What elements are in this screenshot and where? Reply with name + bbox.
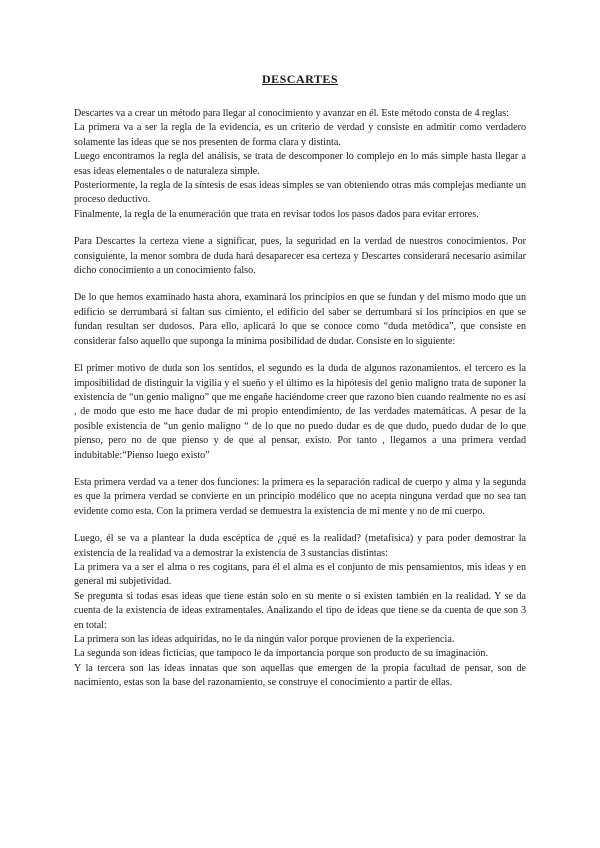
text-section	[74, 291, 526, 349]
paragraph: Posteriormente, la regla de la síntesis de esas ideas simples se van obteniendo otras más complejas mediante un proceso deductivo.	[74, 180, 526, 206]
paragraph: Se pregunta si todas esas ideas que tiene están solo en su mente o si existen también en la realidad. Y se da cuenta de la existencia de ideas extramentales. Analizando el tipo de ideas que tiene se da cuenta de que son 3 en total:	[74, 590, 526, 631]
paragraph: La primera va a ser el alma o res cogitans, para él el alma es el conjunto de mis pensamientos, mis ideas y en general mi subjetividad.	[74, 561, 526, 588]
text-section	[74, 362, 526, 463]
paragraph: Luego, él se va a plantear la duda escéptica de ¿qué es la realidad? (metafísica) y para poder demostrar la existencia de la realidad va a demostrar la existencia de 3 sustancias distintas:	[74, 533, 526, 559]
paragraph: Para Descartes la certeza viene a significar, pues, la seguridad en la verdad de nuestros conocimientos. Por consiguiente, la menor sombra de duda hará desaparecer esa certeza y Descartes considerará necesario asimilar dicho conocimiento a un conocimiento falso.	[74, 236, 526, 277]
document-body	[74, 107, 526, 691]
paragraph: Descartes va a crear un método para llegar al conocimiento y avanzar en él. Este método consta de 4 reglas:	[74, 108, 509, 119]
paragraph: La primera son las ideas adquiridas, no le da ningún valor porque provienen de la experiencia.	[74, 634, 455, 645]
paragraph: Luego encontramos la regla del análisis, se trata de descomponer lo complejo en lo más simple hasta llegar a esas ideas elementales o de naturaleza simple.	[74, 151, 526, 177]
page-title: DESCARTES	[261, 72, 339, 86]
paragraph: Esta primera verdad va a tener dos funciones: la primera es la separación radical de cuerpo y alma y la segunda es que la primera verdad se convierte en un principio modélico que no acepta ninguna verdad que no sea tan evidente como esta. Con la primera verdad se demuestra la existencia de mi mente y no de mi cuerpo.	[74, 476, 526, 517]
paragraph: La primera va a ser la regla de la evidencia, es un criterio de verdad y consiste en admitir como verdadero solamente las ideas que se nos presenten de forma clara y distinta.	[74, 122, 526, 148]
text-section	[74, 476, 526, 519]
text-section	[74, 532, 526, 690]
text-section	[74, 235, 526, 278]
text-section	[74, 107, 526, 222]
paragraph: De lo que hemos examinado hasta ahora, examinará los principios en que se fundan y del mismo modo que un edificio se derrumbará si faltan sus cimiento, el edificio del saber se derrumbará si los principios en que se fundan resultan ser dudosos. Para ello, aplicará lo que se conoce como “duda metódica”, que consiste en considerar falso aquello que suponga la mínima posibilidad de dudar. Consiste en lo siguiente:	[74, 292, 526, 347]
paragraph: El primer motivo de duda son los sentidos, el segundo es la duda de algunos razonamientos. el tercero es la imposibilidad de distinguir la vigilia y el sueño y el último es la hipótesis del genio maligno trata de suponer la existencia de “un genio maligno” que me engañe haciéndome creer que razono bien cuando realmente no es así , de modo que esto me hace dudar de mi propio entendimiento, de las verdades matemáticas. A pesar de la posible existencia de “un genio maligno “ de lo que no puedo dudar es de que dudo, puedo dudar de lo que pienso, pero no de que pienso y de que al pensar, existo. Por tanto , llegamos a una primera verdad indubitable:“Pienso luego existo”	[74, 363, 526, 461]
paragraph: Finalmente, la regla de la enumeración que trata en revisar todos los pasos dados para evitar errores.	[74, 208, 479, 220]
paragraph: La segunda son ideas ficticias, que tampoco le da importancia porque son producto de su imaginación.	[74, 648, 489, 660]
paragraph: Y la tercera son las ideas innatas que son aquellas que emergen de la propia facultad de pensar, son de nacimiento, estas son la base del razonamiento, se construye el conocimiento a partir de ellas.	[74, 662, 526, 689]
